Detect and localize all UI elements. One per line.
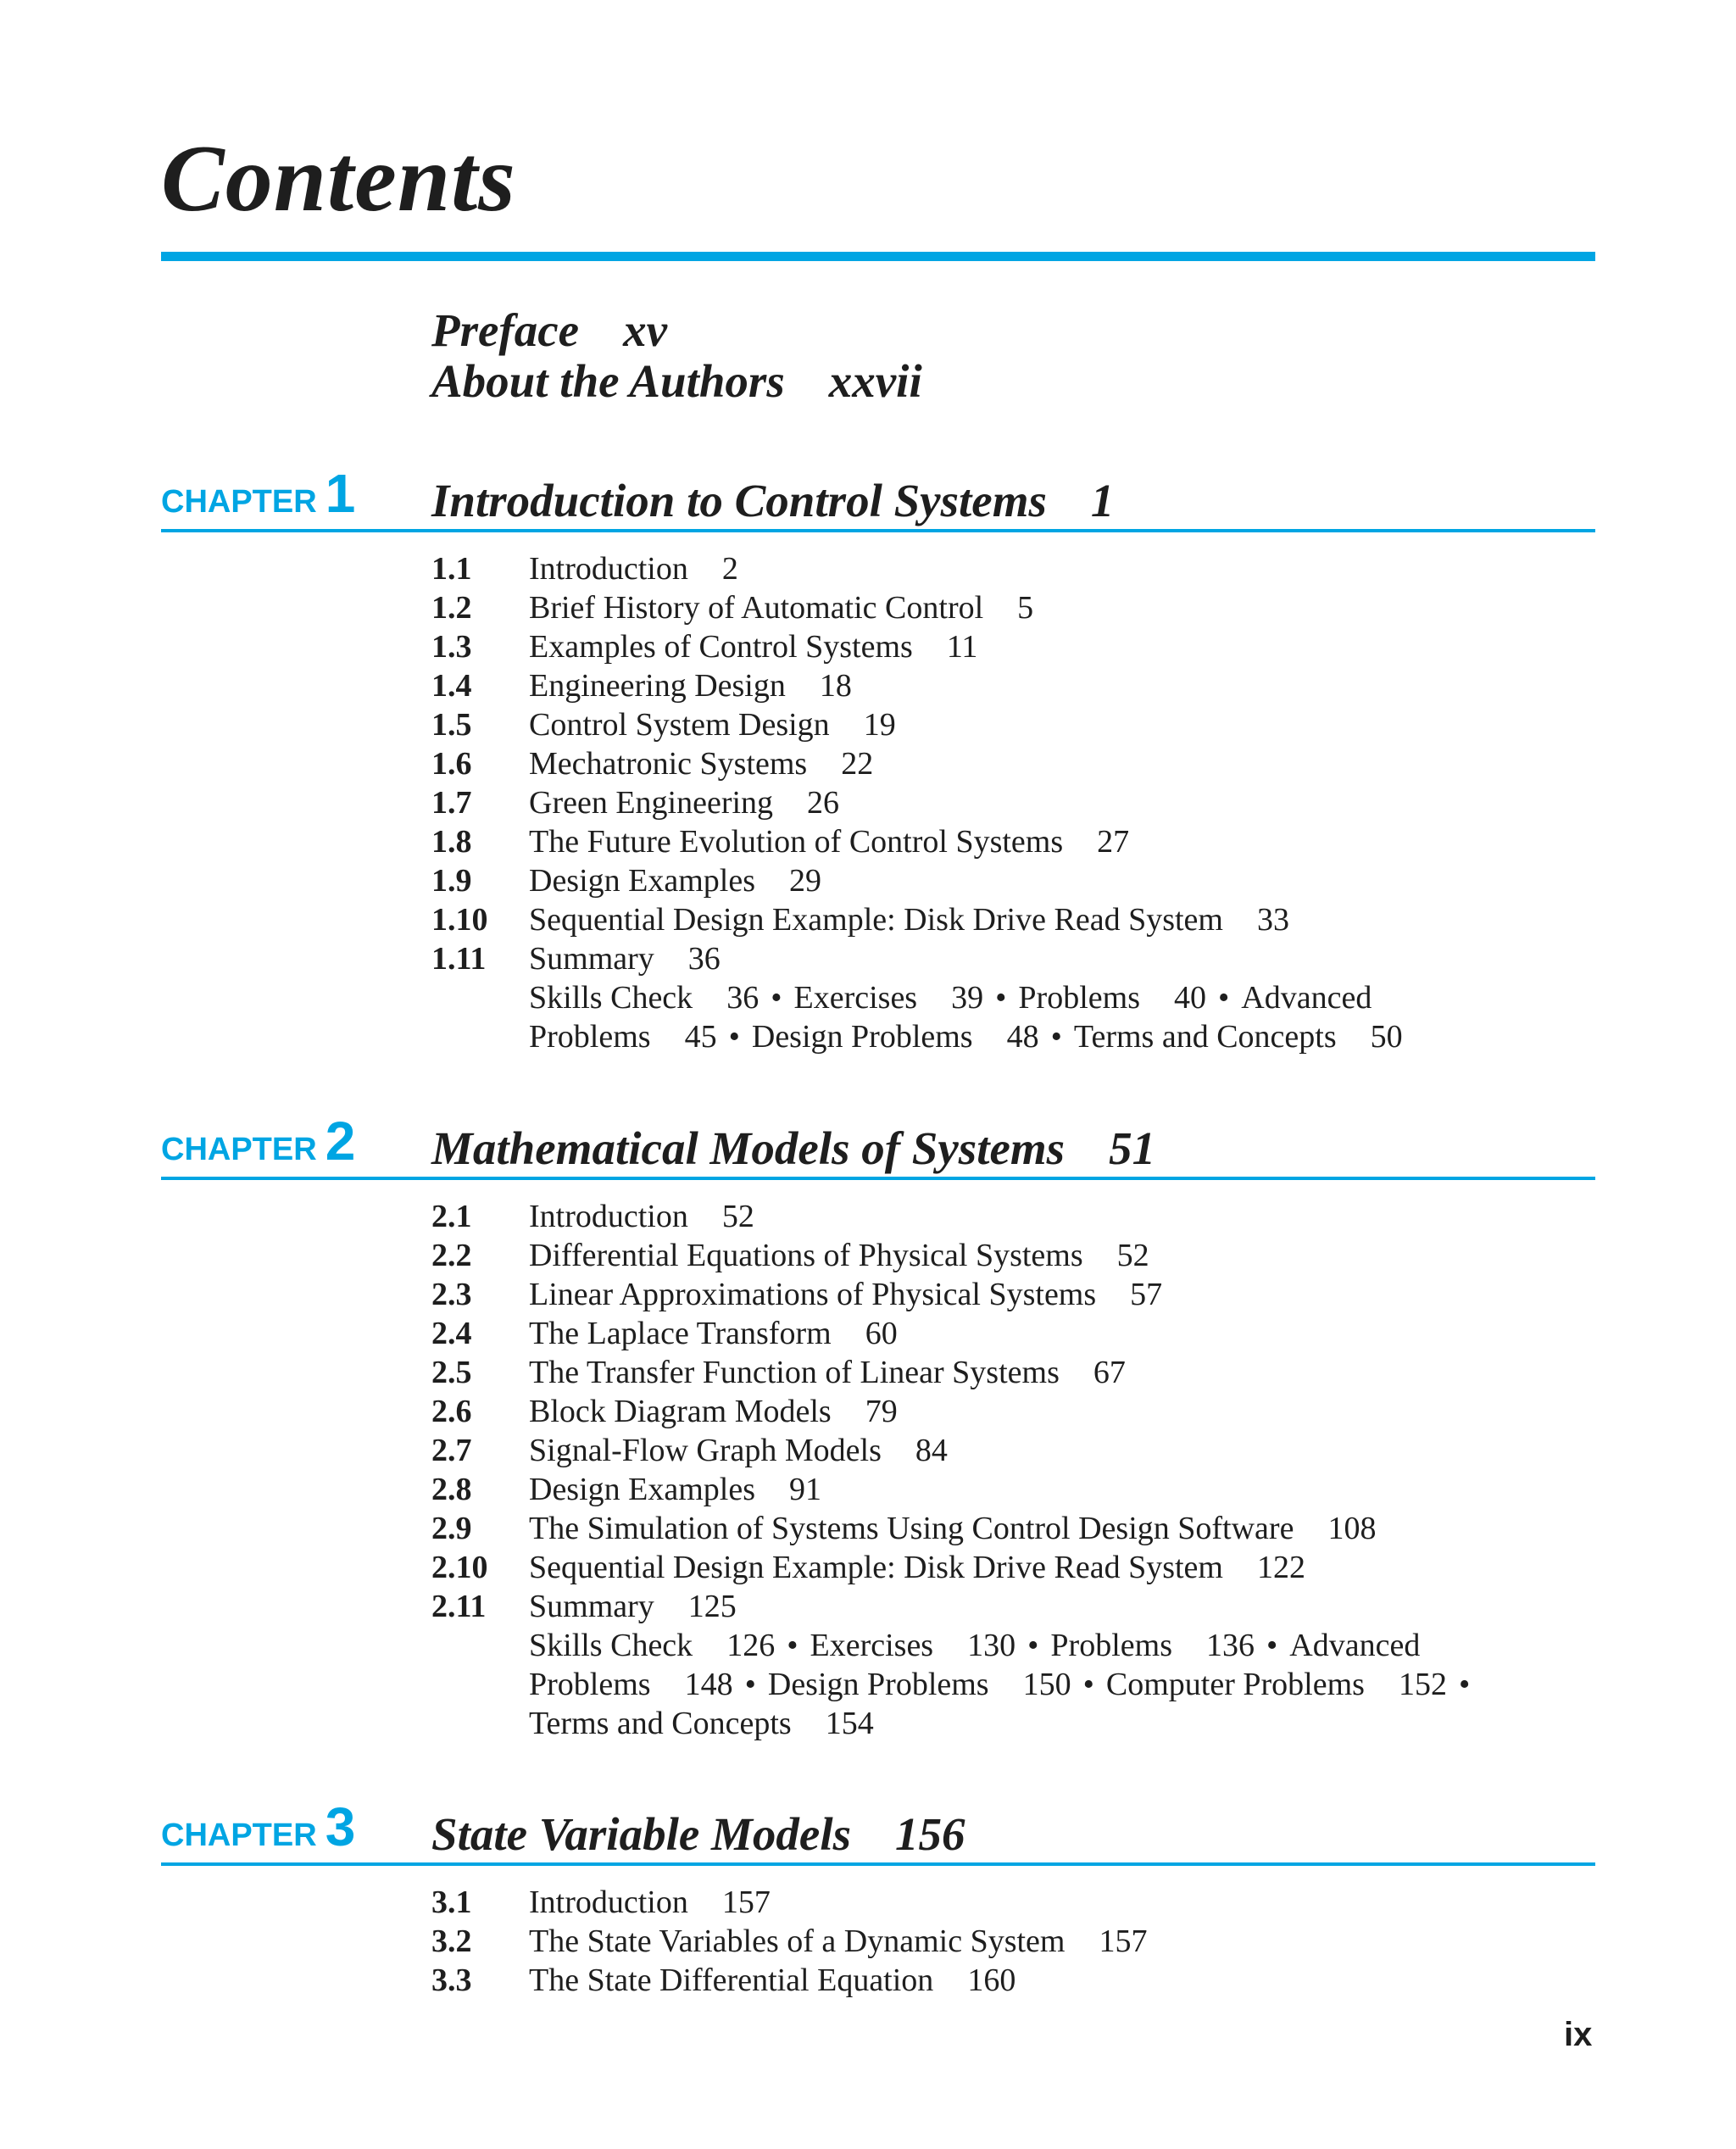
chapter-number: 2: [325, 1111, 356, 1172]
section-title: Introduction: [529, 1199, 688, 1234]
end-matter-title: Skills Check: [529, 980, 693, 1016]
section-page: 19: [863, 707, 896, 743]
section-number: 2.8: [431, 1472, 472, 1507]
section-page: 33: [1256, 902, 1289, 938]
chapter-2: [161, 1111, 1595, 1743]
section-title: Green Engineering: [529, 785, 774, 821]
section-page: 5: [1017, 590, 1034, 626]
section-title: The Transfer Function of Linear Systems: [529, 1355, 1060, 1390]
section-title: Mechatronic Systems: [529, 746, 808, 782]
chapter-rule: [161, 1177, 1595, 1180]
front-matter-title: About the Authors: [431, 355, 785, 407]
section-title: Design Examples: [529, 1472, 756, 1507]
front-matter-about-authors[interactable]: [431, 356, 922, 407]
end-matter-title: Advanced: [1289, 1628, 1421, 1663]
section-title: Sequential Design Example: Disk Drive Read System: [529, 902, 1223, 938]
section-title: Control System Design: [529, 707, 830, 743]
section-item[interactable]: [431, 1587, 1595, 1626]
front-matter-page: xxvii: [828, 355, 922, 407]
section-item[interactable]: [431, 1314, 1595, 1353]
end-matter-page: 40: [1173, 980, 1206, 1016]
section-page: 157: [1099, 1924, 1148, 1959]
end-matter-page: 50: [1370, 1019, 1403, 1055]
bullet-separator: •: [744, 1667, 756, 1702]
section-item[interactable]: [431, 1236, 1595, 1275]
section-item[interactable]: [431, 549, 1595, 588]
section-page: 91: [789, 1472, 822, 1507]
end-matter-page: 45: [684, 1019, 717, 1055]
section-page: 108: [1327, 1511, 1377, 1546]
section-page: 26: [807, 785, 840, 821]
end-matter-page: 152: [1398, 1667, 1447, 1702]
title-rule: [161, 252, 1595, 261]
end-matter-page: 150: [1022, 1667, 1071, 1702]
section-page: 52: [721, 1199, 754, 1234]
section-page: 122: [1256, 1550, 1305, 1585]
chapter-rule: [161, 529, 1595, 532]
chapter-page: 51: [1109, 1122, 1156, 1174]
section-number: 2.3: [431, 1277, 472, 1312]
section-page: 27: [1097, 824, 1130, 860]
section-item[interactable]: [431, 1275, 1595, 1314]
section-page: 52: [1116, 1238, 1149, 1273]
end-matter-title: Exercises: [810, 1628, 934, 1663]
section-title: The Simulation of Systems Using Control Design Software: [529, 1511, 1294, 1546]
end-matter-title: Terms and Concepts: [529, 1706, 792, 1741]
section-number: 3.3: [431, 1962, 472, 1998]
end-matter-title: Design Problems: [751, 1019, 973, 1055]
bullet-separator: •: [728, 1019, 740, 1055]
section-item[interactable]: [431, 627, 1595, 666]
section-title: Brief History of Automatic Control: [529, 590, 984, 626]
section-number: 2.10: [431, 1550, 488, 1585]
end-matter-title: Problems: [1018, 980, 1140, 1016]
section-item[interactable]: [431, 1961, 1595, 2000]
bullet-separator: •: [1217, 980, 1230, 1016]
end-matter-page: 39: [951, 980, 984, 1016]
section-number: 1.7: [431, 785, 472, 821]
section-item[interactable]: [431, 588, 1595, 627]
page-number: ix: [1564, 2016, 1593, 2053]
section-title: Summary: [529, 941, 654, 977]
chapter-title: Introduction to Control Systems 1: [431, 475, 1115, 526]
chapter-heading[interactable]: [161, 1111, 1595, 1177]
section-page: 160: [967, 1962, 1016, 1998]
section-page: 29: [789, 863, 822, 899]
section-item[interactable]: [431, 666, 1595, 705]
section-item[interactable]: [431, 1431, 1595, 1470]
section-number: 2.5: [431, 1355, 472, 1390]
section-item[interactable]: [431, 705, 1595, 744]
section-page: 36: [687, 941, 721, 977]
section-item[interactable]: [431, 1922, 1595, 1961]
end-matter-title: Problems: [529, 1667, 651, 1702]
chapter-label: CHAPTER 2: [161, 1111, 356, 1172]
section-title: Engineering Design: [529, 668, 786, 704]
section-title: The State Differential Equation: [529, 1962, 934, 1998]
section-number: 2.7: [431, 1433, 472, 1468]
section-item[interactable]: [431, 939, 1595, 978]
section-number: 1.1: [431, 551, 472, 587]
section-item[interactable]: [431, 1353, 1595, 1392]
chapter-heading[interactable]: [161, 463, 1595, 529]
section-page: 79: [865, 1394, 898, 1429]
section-title: Introduction: [529, 1885, 688, 1920]
section-item[interactable]: [431, 1392, 1595, 1431]
end-matter: [529, 1626, 1580, 1743]
section-title: Introduction: [529, 551, 688, 587]
bullet-separator: •: [1266, 1628, 1278, 1663]
section-item[interactable]: [431, 1197, 1595, 1236]
end-matter-title: Terms and Concepts: [1073, 1019, 1337, 1055]
section-title: The Future Evolution of Control Systems: [529, 824, 1064, 860]
end-matter-title: Problems: [1050, 1628, 1172, 1663]
section-number: 1.2: [431, 590, 472, 626]
section-number: 1.6: [431, 746, 472, 782]
bullet-separator: •: [1050, 1019, 1062, 1055]
front-matter-page: xv: [623, 304, 667, 356]
section-page: 125: [687, 1589, 737, 1624]
chapter-rule: [161, 1862, 1595, 1866]
chapter-3: [161, 1796, 1595, 2000]
bullet-separator: •: [1458, 1667, 1471, 1702]
end-matter-title: Skills Check: [529, 1628, 693, 1663]
section-number: 2.9: [431, 1511, 472, 1546]
section-item[interactable]: [431, 900, 1595, 939]
section-number: 1.10: [431, 902, 488, 938]
front-matter: [431, 305, 922, 407]
end-matter-title: Design Problems: [767, 1667, 989, 1702]
section-title: The State Variables of a Dynamic System: [529, 1924, 1066, 1959]
section-number: 3.2: [431, 1924, 472, 1959]
chapter-number: 1: [325, 463, 356, 524]
section-item[interactable]: [431, 783, 1595, 822]
chapter-page: 1: [1090, 475, 1115, 526]
end-matter-title: Advanced: [1241, 980, 1372, 1016]
section-title: Examples of Control Systems: [529, 629, 913, 665]
end-matter-page: 36: [726, 980, 760, 1016]
section-item[interactable]: [431, 744, 1595, 783]
section-title: Sequential Design Example: Disk Drive Read System: [529, 1550, 1223, 1585]
section-page: 157: [721, 1885, 771, 1920]
chapter-page: 156: [895, 1808, 965, 1860]
end-matter-page: 126: [726, 1628, 776, 1663]
section-page: 60: [865, 1316, 898, 1351]
section-number: 2.6: [431, 1394, 472, 1429]
section-number: 2.4: [431, 1316, 472, 1351]
chapter-label: CHAPTER 3: [161, 1796, 356, 1857]
chapter-title: Mathematical Models of Systems 51: [431, 1122, 1156, 1174]
section-number: 2.11: [431, 1589, 487, 1624]
front-matter-title: Preface: [431, 304, 580, 356]
section-item[interactable]: [431, 1470, 1595, 1509]
end-matter-title: Exercises: [793, 980, 918, 1016]
chapter-1: [161, 463, 1595, 1056]
section-item[interactable]: [431, 1883, 1595, 1922]
bullet-separator: •: [1082, 1667, 1094, 1702]
section-page: 67: [1093, 1355, 1126, 1390]
section-item[interactable]: [431, 1509, 1595, 1548]
chapter-title: State Variable Models 156: [431, 1808, 965, 1860]
chapter-heading[interactable]: [161, 1796, 1595, 1862]
chapter-number: 3: [325, 1796, 356, 1857]
end-matter-page: 148: [684, 1667, 733, 1702]
section-list: [431, 549, 1595, 1056]
section-page: 2: [721, 551, 738, 587]
bullet-separator: •: [995, 980, 1007, 1016]
section-page: 11: [946, 629, 978, 665]
section-page: 18: [819, 668, 852, 704]
section-number: 2.1: [431, 1199, 472, 1234]
section-number: 3.1: [431, 1885, 472, 1920]
page-title: Contents: [161, 126, 516, 231]
bullet-separator: •: [1027, 1628, 1039, 1663]
section-item[interactable]: [431, 1548, 1595, 1587]
end-matter: [529, 978, 1580, 1056]
section-page: 57: [1130, 1277, 1163, 1312]
section-title: Block Diagram Models: [529, 1394, 832, 1429]
end-matter-page: 136: [1205, 1628, 1255, 1663]
section-title: Differential Equations of Physical Systems: [529, 1238, 1083, 1273]
section-number: 1.4: [431, 668, 472, 704]
end-matter-title: Computer Problems: [1105, 1667, 1365, 1702]
section-page: 22: [841, 746, 874, 782]
section-item[interactable]: [431, 861, 1595, 900]
section-number: 1.11: [431, 941, 487, 977]
end-matter-page: 48: [1006, 1019, 1039, 1055]
front-matter-preface[interactable]: [431, 305, 922, 356]
section-number: 1.8: [431, 824, 472, 860]
section-number: 1.3: [431, 629, 472, 665]
end-matter-page: 154: [825, 1706, 874, 1741]
section-page: 84: [915, 1433, 948, 1468]
section-list: [431, 1883, 1595, 2000]
section-list: [431, 1197, 1595, 1743]
section-title: Linear Approximations of Physical Systems: [529, 1277, 1097, 1312]
bullet-separator: •: [787, 1628, 798, 1663]
section-title: Signal-Flow Graph Models: [529, 1433, 882, 1468]
end-matter-page: 130: [967, 1628, 1016, 1663]
section-title: Design Examples: [529, 863, 756, 899]
section-item[interactable]: [431, 822, 1595, 861]
end-matter-title: Problems: [529, 1019, 651, 1055]
chapter-label: CHAPTER 1: [161, 463, 356, 524]
section-title: Summary: [529, 1589, 654, 1624]
section-title: The Laplace Transform: [529, 1316, 832, 1351]
bullet-separator: •: [771, 980, 782, 1016]
section-number: 1.5: [431, 707, 472, 743]
section-number: 1.9: [431, 863, 472, 899]
section-number: 2.2: [431, 1238, 472, 1273]
